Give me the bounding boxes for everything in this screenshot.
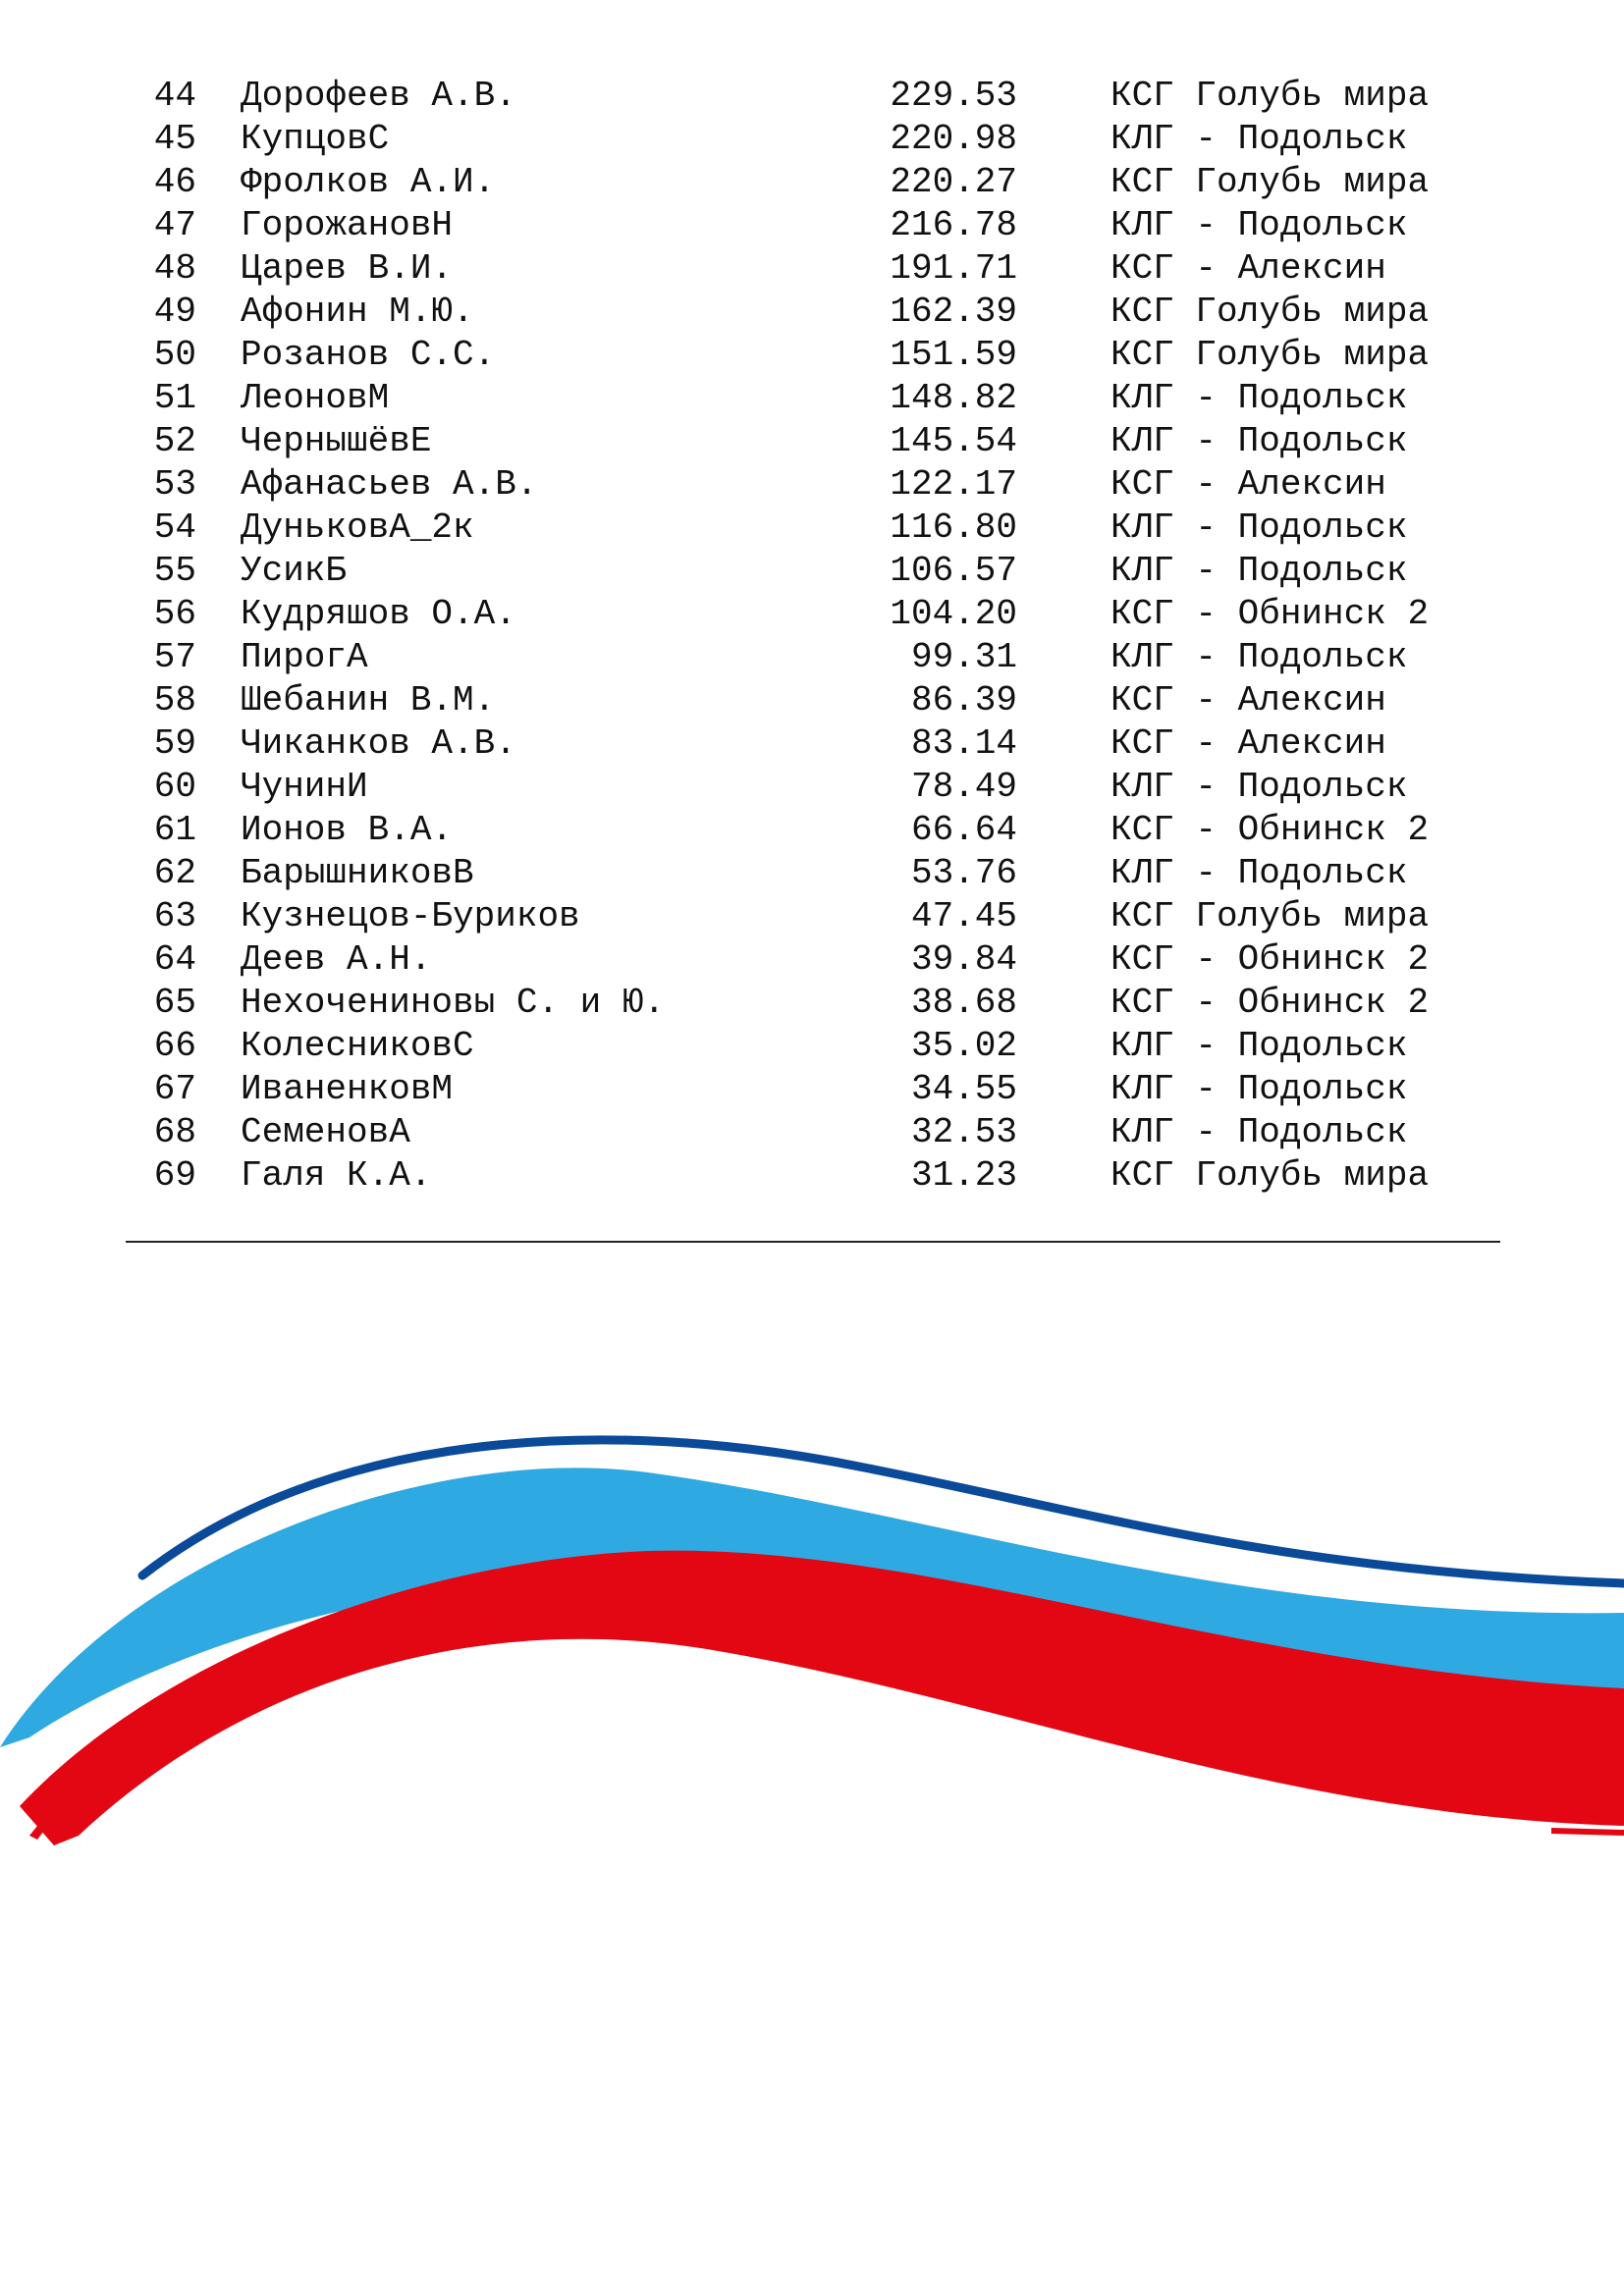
separator-line xyxy=(126,1241,1500,1243)
rank-cell: 48 xyxy=(153,248,196,289)
table-row xyxy=(0,809,1624,852)
rank-cell: 59 xyxy=(153,723,196,764)
table-row xyxy=(0,982,1624,1025)
rank-cell: 55 xyxy=(153,551,196,591)
rank-cell: 51 xyxy=(153,378,196,418)
score-cell: 47.45 xyxy=(910,896,1017,936)
name-cell: ГорожановН xyxy=(241,205,454,245)
club-cell: КСГ - Обнинск 2 xyxy=(1110,810,1430,850)
table-row xyxy=(0,1025,1624,1068)
rank-cell: 52 xyxy=(153,421,196,461)
score-cell: 53.76 xyxy=(910,853,1017,893)
score-cell: 31.23 xyxy=(910,1155,1017,1196)
name-cell: КолесниковС xyxy=(241,1026,474,1066)
score-cell: 86.39 xyxy=(910,680,1017,721)
club-cell: КСГ Голубь мира xyxy=(1110,1155,1430,1196)
name-cell: ДуньковА_2к xyxy=(241,507,474,548)
table-row xyxy=(0,291,1624,334)
score-cell: 66.64 xyxy=(910,810,1017,850)
name-cell: Дорофеев А.В. xyxy=(241,76,516,116)
score-cell: 216.78 xyxy=(890,205,1017,245)
score-cell: 145.54 xyxy=(890,421,1017,461)
name-cell: Царев В.И. xyxy=(241,248,454,289)
score-cell: 104.20 xyxy=(890,594,1017,634)
score-cell: 78.49 xyxy=(910,767,1017,807)
rank-cell: 65 xyxy=(153,983,196,1023)
name-cell: Афанасьев А.В. xyxy=(241,464,538,505)
table-row xyxy=(0,247,1624,291)
table-row xyxy=(0,75,1624,118)
score-cell: 34.55 xyxy=(910,1069,1017,1109)
score-cell: 162.39 xyxy=(890,292,1017,332)
name-cell: ПирогА xyxy=(241,637,368,677)
club-cell: КСГ - Алексин xyxy=(1110,723,1386,764)
club-cell: КЛГ - Подольск xyxy=(1110,1026,1408,1066)
rank-cell: 63 xyxy=(153,896,196,936)
club-cell: КЛГ - Подольск xyxy=(1110,507,1408,548)
rank-cell: 45 xyxy=(153,119,196,159)
rank-cell: 44 xyxy=(153,76,196,116)
wave-red-streak xyxy=(1551,1828,1624,1836)
club-cell: КЛГ - Подольск xyxy=(1110,378,1408,418)
rank-cell: 67 xyxy=(153,1069,196,1109)
table-row xyxy=(0,161,1624,204)
score-cell: 116.80 xyxy=(890,507,1017,548)
rank-cell: 53 xyxy=(153,464,196,505)
name-cell: ЧунинИ xyxy=(241,767,368,807)
table-row xyxy=(0,1111,1624,1154)
table-row xyxy=(0,722,1624,766)
name-cell: БарышниковВ xyxy=(241,853,474,893)
club-cell: КЛГ - Подольск xyxy=(1110,1112,1408,1152)
table-row xyxy=(0,507,1624,550)
club-cell: КЛГ - Подольск xyxy=(1110,1069,1408,1109)
score-cell: 148.82 xyxy=(890,378,1017,418)
name-cell: Кузнецов-Буриков xyxy=(241,896,580,936)
flag-wave-icon xyxy=(0,1374,1624,1885)
score-cell: 39.84 xyxy=(910,939,1017,980)
table-row xyxy=(0,895,1624,938)
rank-cell: 62 xyxy=(153,853,196,893)
rank-cell: 54 xyxy=(153,507,196,548)
club-cell: КСГ - Обнинск 2 xyxy=(1110,983,1430,1023)
rank-cell: 58 xyxy=(153,680,196,721)
score-cell: 38.68 xyxy=(910,983,1017,1023)
rank-cell: 64 xyxy=(153,939,196,980)
club-cell: КСГ - Обнинск 2 xyxy=(1110,594,1430,634)
rank-cell: 69 xyxy=(153,1155,196,1196)
club-cell: КСГ Голубь мира xyxy=(1110,162,1430,202)
table-row xyxy=(0,1154,1624,1198)
club-cell: КЛГ - Подольск xyxy=(1110,205,1408,245)
name-cell: СеменовА xyxy=(241,1112,410,1152)
club-cell: КЛГ - Подольск xyxy=(1110,421,1408,461)
name-cell: Афонин М.Ю. xyxy=(241,292,474,332)
club-cell: КСГ - Алексин xyxy=(1110,248,1386,289)
club-cell: КСГ - Обнинск 2 xyxy=(1110,939,1430,980)
table-row xyxy=(0,420,1624,463)
club-cell: КСГ Голубь мира xyxy=(1110,76,1430,116)
score-cell: 32.53 xyxy=(910,1112,1017,1152)
score-cell: 83.14 xyxy=(910,723,1017,764)
score-cell: 229.53 xyxy=(890,76,1017,116)
name-cell: Шебанин В.М. xyxy=(241,680,496,721)
table-row xyxy=(0,204,1624,247)
rank-cell: 68 xyxy=(153,1112,196,1152)
rank-cell: 49 xyxy=(153,292,196,332)
table-row xyxy=(0,550,1624,593)
name-cell: Розанов С.С. xyxy=(241,335,496,375)
club-cell: КЛГ - Подольск xyxy=(1110,551,1408,591)
club-cell: КЛГ - Подольск xyxy=(1110,119,1408,159)
name-cell: Нехочениновы С. и Ю. xyxy=(241,983,666,1023)
rank-cell: 56 xyxy=(153,594,196,634)
results-table xyxy=(0,75,1624,1198)
name-cell: КупцовС xyxy=(241,119,390,159)
table-row xyxy=(0,636,1624,679)
score-cell: 220.98 xyxy=(890,119,1017,159)
club-cell: КСГ Голубь мира xyxy=(1110,292,1430,332)
table-row xyxy=(0,766,1624,809)
name-cell: ЛеоновМ xyxy=(241,378,390,418)
club-cell: КЛГ - Подольск xyxy=(1110,767,1408,807)
rank-cell: 66 xyxy=(153,1026,196,1066)
table-row xyxy=(0,377,1624,420)
club-cell: КСГ - Алексин xyxy=(1110,464,1386,505)
table-row xyxy=(0,463,1624,507)
table-row xyxy=(0,679,1624,722)
score-cell: 220.27 xyxy=(890,162,1017,202)
table-row xyxy=(0,334,1624,377)
table-row xyxy=(0,938,1624,982)
name-cell: Чиканков А.В. xyxy=(241,723,516,764)
name-cell: ИваненковМ xyxy=(241,1069,454,1109)
name-cell: Галя К.А. xyxy=(241,1155,432,1196)
club-cell: КСГ - Алексин xyxy=(1110,680,1386,721)
table-row xyxy=(0,1068,1624,1111)
name-cell: Фролков А.И. xyxy=(241,162,496,202)
rank-cell: 46 xyxy=(153,162,196,202)
club-cell: КСГ Голубь мира xyxy=(1110,896,1430,936)
name-cell: ЧернышёвЕ xyxy=(241,421,432,461)
name-cell: УсикБ xyxy=(241,551,348,591)
score-cell: 35.02 xyxy=(910,1026,1017,1066)
name-cell: Ионов В.А. xyxy=(241,810,454,850)
club-cell: КЛГ - Подольск xyxy=(1110,637,1408,677)
table-row xyxy=(0,118,1624,161)
score-cell: 99.31 xyxy=(910,637,1017,677)
rank-cell: 61 xyxy=(153,810,196,850)
rank-cell: 57 xyxy=(153,637,196,677)
score-cell: 191.71 xyxy=(890,248,1017,289)
score-cell: 106.57 xyxy=(890,551,1017,591)
table-row xyxy=(0,593,1624,636)
score-cell: 151.59 xyxy=(890,335,1017,375)
table-row xyxy=(0,852,1624,895)
rank-cell: 47 xyxy=(153,205,196,245)
rank-cell: 60 xyxy=(153,767,196,807)
name-cell: Кудряшов О.А. xyxy=(241,594,516,634)
club-cell: КСГ Голубь мира xyxy=(1110,335,1430,375)
name-cell: Деев А.Н. xyxy=(241,939,432,980)
rank-cell: 50 xyxy=(153,335,196,375)
club-cell: КЛГ - Подольск xyxy=(1110,853,1408,893)
score-cell: 122.17 xyxy=(890,464,1017,505)
